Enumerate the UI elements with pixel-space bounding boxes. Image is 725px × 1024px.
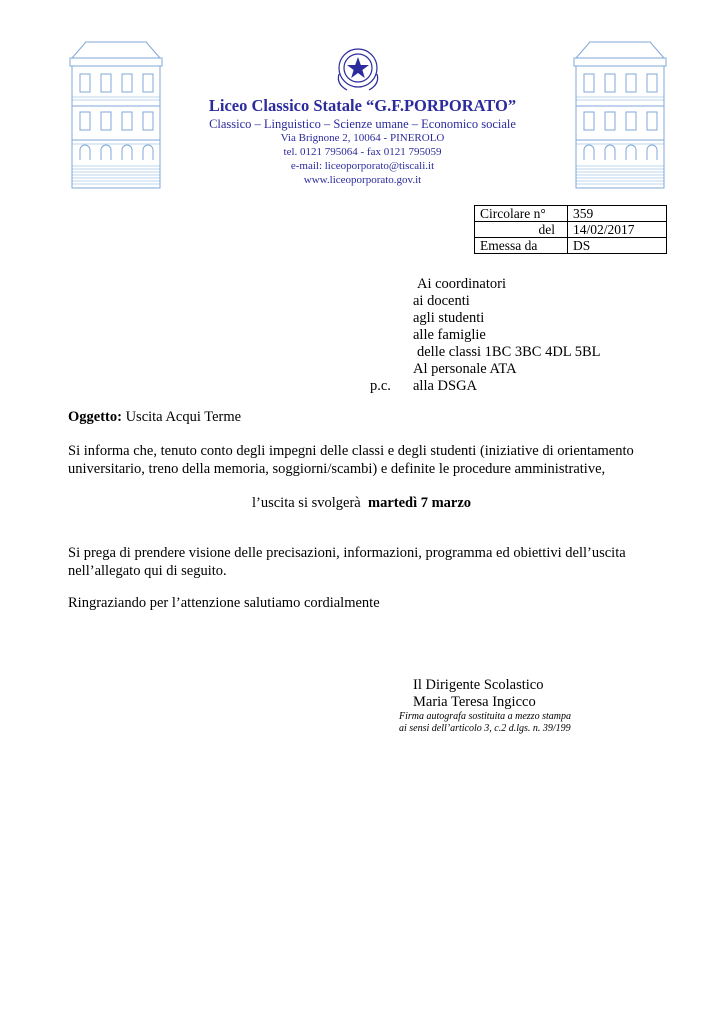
recipient-line: alle famiglie [413, 327, 486, 343]
signature-name: Maria Teresa Ingicco [413, 694, 536, 710]
signature-note-line1: Firma autografa sostituita a mezzo stampa [399, 711, 571, 722]
circular-number-label: Circolare n° [475, 206, 568, 222]
table-row [475, 222, 667, 238]
school-email: e-mail: liceoporporato@tiscali.it [290, 160, 435, 172]
circular-date-label: del [475, 222, 568, 238]
circular-issued-value: DS [568, 238, 667, 254]
subject-line [68, 409, 668, 427]
school-building-right-illustration [572, 40, 668, 190]
announcement-prefix: l’uscita si svolgerà [252, 495, 361, 511]
body-paragraph-2: Si prega di prendere visione delle precisazioni, informazioni, programma ed obiettivi dell’uscita nell’allegato qui di seguito. [68, 545, 626, 579]
school-address: Via Brignone 2, 10064 - PINEROLO [280, 132, 445, 144]
signature-role: Il Dirigente Scolastico [413, 677, 544, 693]
school-website[interactable]: www.liceoporporato.gov.it [303, 174, 422, 186]
recipient-line: delle classi 1BC 3BC 4DL 5BL [417, 344, 601, 360]
signature-note-line2: ai sensi dell’articolo 3, c.2 d.lgs. n. 39/199 [399, 723, 571, 734]
table-row [475, 206, 667, 222]
school-name: Liceo Classico Statale “G.F.PORPORATO” [208, 96, 517, 115]
circular-info-table [474, 205, 667, 254]
announcement-date: martedì 7 marzo [367, 495, 472, 511]
body-paragraph-1: Si informa che, tenuto conto degli impegni delle classi e degli studenti (iniziative di orientamento universitario, treno della memoria, soggiorni/scambi) e definite le procedure amministrative, [68, 443, 634, 477]
circular-number-value: 359 [568, 206, 667, 222]
school-phone-fax: tel. 0121 795064 - fax 0121 795059 [283, 146, 442, 158]
table-row [475, 238, 667, 254]
pc-recipient: alla DSGA [413, 378, 478, 394]
subject-label: Oggetto: [68, 409, 122, 425]
pc-label: p.c. [370, 378, 391, 394]
recipient-line: ai docenti [413, 293, 470, 309]
recipient-line: Al personale ATA [413, 361, 517, 377]
recipient-line: agli studenti [413, 310, 485, 326]
subject-text: Uscita Acqui Terme [125, 409, 242, 425]
recipient-line: Ai coordinatori [417, 276, 506, 292]
school-courses: Classico – Linguistico – Scienze umane – Economico sociale [209, 117, 516, 131]
circular-date-value: 14/02/2017 [568, 222, 667, 238]
circular-issued-label: Emessa da [475, 238, 568, 254]
italian-republic-emblem [333, 44, 383, 94]
closing-line: Ringraziando per l’attenzione salutiamo cordialmente [68, 595, 380, 611]
announcement-line [252, 495, 672, 513]
